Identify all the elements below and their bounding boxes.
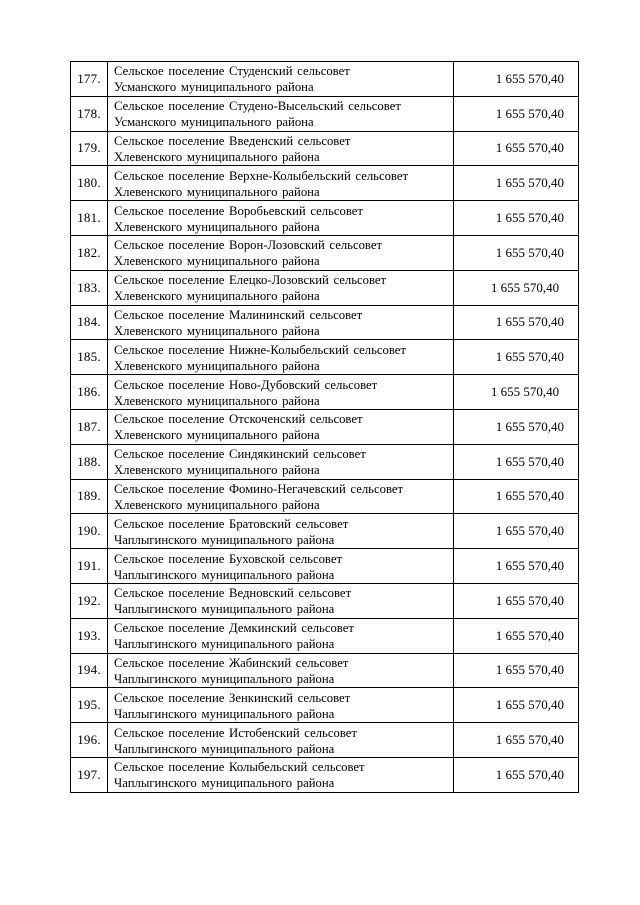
district-name-line2: Хлевенского муниципального района — [114, 358, 320, 373]
row-number: 177. — [71, 62, 108, 97]
amount-cell: 1 655 570,40 — [454, 514, 579, 549]
district-name-line2: Чаплыгинского муниципального района — [114, 532, 335, 547]
amount-cell: 1 655 570,40 — [454, 201, 579, 236]
table-row — [71, 583, 579, 618]
settlement-name — [108, 201, 454, 236]
settlement-name — [108, 444, 454, 479]
settlement-name — [108, 757, 454, 792]
district-name-line2: Чаплыгинского муниципального района — [114, 706, 335, 721]
row-number: 197. — [71, 757, 108, 792]
amount-cell: 1 655 570,40 — [454, 723, 579, 758]
district-name-line2: Хлевенского муниципального района — [114, 254, 320, 269]
district-name-line2: Хлевенского муниципального района — [114, 149, 320, 164]
table-row — [71, 305, 579, 340]
table-row — [71, 514, 579, 549]
district-name-line2: Чаплыгинского муниципального района — [114, 671, 335, 686]
amount-cell: 1 655 570,40 — [454, 444, 579, 479]
row-number: 181. — [71, 201, 108, 236]
settlement-name — [108, 618, 454, 653]
settlement-name-line1: Сельское поселение Ворон-Лозовский сельсовет — [114, 238, 383, 253]
district-name-line2: Усманского муниципального района — [114, 80, 314, 95]
table-row — [71, 618, 579, 653]
settlement-name-line1: Сельское поселение Фомино-Негачевский сельсовет — [114, 481, 404, 496]
table-row — [71, 340, 579, 375]
table-row — [71, 409, 579, 444]
settlement-name — [108, 96, 454, 131]
amount-cell: 1 655 570,40 — [454, 757, 579, 792]
table-row — [71, 757, 579, 792]
district-name-line2: Чаплыгинского муниципального района — [114, 637, 335, 652]
row-number: 185. — [71, 340, 108, 375]
district-name-line2: Чаплыгинского муниципального района — [114, 741, 335, 756]
amount-cell: 1 655 570,40 — [454, 131, 579, 166]
amount-cell: 1 655 570,40 — [454, 618, 579, 653]
row-number: 183. — [71, 270, 108, 305]
table-row — [71, 479, 579, 514]
settlement-name-line1: Сельское поселение Верхне-Колыбельский сельсовет — [114, 168, 409, 183]
district-name-line2: Чаплыгинского муниципального района — [114, 567, 335, 582]
row-number: 180. — [71, 166, 108, 201]
row-number: 187. — [71, 409, 108, 444]
settlement-name — [108, 340, 454, 375]
table-row — [71, 549, 579, 584]
amount-cell: 1 655 570,40 — [454, 479, 579, 514]
settlement-name-line1: Сельское поселение Зенкинский сельсовет — [114, 690, 351, 705]
row-number: 179. — [71, 131, 108, 166]
district-name-line2: Чаплыгинского муниципального района — [114, 602, 335, 617]
settlement-name-line1: Сельское поселение Студенский сельсовет — [114, 64, 350, 79]
row-number: 178. — [71, 96, 108, 131]
settlement-name-line1: Сельское поселение Братовский сельсовет — [114, 516, 349, 531]
district-name-line2: Хлевенского муниципального района — [114, 323, 320, 338]
table-row — [71, 201, 579, 236]
table-row — [71, 166, 579, 201]
settlement-name-line1: Сельское поселение Истобенский сельсовет — [114, 725, 357, 740]
settlement-name-line1: Сельское поселение Введенский сельсовет — [114, 133, 351, 148]
row-number: 186. — [71, 375, 108, 410]
settlement-name-line1: Сельское поселение Отскоченский сельсовет — [114, 412, 363, 427]
row-number: 189. — [71, 479, 108, 514]
settlement-name-line1: Сельское поселение Колыбельский сельсовет — [114, 760, 365, 775]
district-name-line2: Хлевенского муниципального района — [114, 289, 320, 304]
district-name-line2: Хлевенского муниципального района — [114, 393, 320, 408]
table-row — [71, 235, 579, 270]
row-number: 192. — [71, 583, 108, 618]
row-number: 193. — [71, 618, 108, 653]
district-name-line2: Хлевенского муниципального района — [114, 219, 320, 234]
settlement-name — [108, 166, 454, 201]
district-name-line2: Усманского муниципального района — [114, 115, 314, 130]
settlement-name-line1: Сельское поселение Синдякинский сельсовет — [114, 447, 366, 462]
district-name-line2: Хлевенского муниципального района — [114, 463, 320, 478]
settlement-name — [108, 723, 454, 758]
amount-cell: 1 655 570,40 — [454, 270, 579, 305]
row-number: 188. — [71, 444, 108, 479]
row-number: 182. — [71, 235, 108, 270]
settlement-name — [108, 688, 454, 723]
row-number: 191. — [71, 549, 108, 584]
table-row — [71, 688, 579, 723]
district-name-line2: Хлевенского муниципального района — [114, 428, 320, 443]
amount-cell: 1 655 570,40 — [454, 688, 579, 723]
settlement-name-line1: Сельское поселение Нижне-Колыбельский сельсовет — [114, 342, 406, 357]
settlement-name — [108, 653, 454, 688]
settlement-name — [108, 131, 454, 166]
amount-cell: 1 655 570,40 — [454, 305, 579, 340]
amount-cell: 1 655 570,40 — [454, 96, 579, 131]
settlement-name — [108, 479, 454, 514]
settlement-name-line1: Сельское поселение Елецко-Лозовский сельсовет — [114, 273, 387, 288]
settlement-name-line1: Сельское поселение Жабинский сельсовет — [114, 655, 349, 670]
amount-cell: 1 655 570,40 — [454, 166, 579, 201]
settlement-name — [108, 375, 454, 410]
table-body — [71, 62, 579, 793]
settlement-name-line1: Сельское поселение Студено-Высельский сельсовет — [114, 99, 401, 114]
table-row — [71, 653, 579, 688]
settlement-name — [108, 409, 454, 444]
row-number: 196. — [71, 723, 108, 758]
amount-cell: 1 655 570,40 — [454, 235, 579, 270]
table-row — [71, 131, 579, 166]
settlement-name-line1: Сельское поселение Малининский сельсовет — [114, 307, 363, 322]
amount-cell: 1 655 570,40 — [454, 653, 579, 688]
amount-cell: 1 655 570,40 — [454, 340, 579, 375]
table-row — [71, 270, 579, 305]
amount-cell: 1 655 570,40 — [454, 549, 579, 584]
district-name-line2: Чаплыгинского муниципального района — [114, 776, 335, 791]
row-number: 190. — [71, 514, 108, 549]
amount-cell: 1 655 570,40 — [454, 583, 579, 618]
row-number: 195. — [71, 688, 108, 723]
settlement-name-line1: Сельское поселение Ново-Дубовский сельсовет — [114, 377, 378, 392]
settlement-name — [108, 549, 454, 584]
amount-cell: 1 655 570,40 — [454, 62, 579, 97]
amount-cell: 1 655 570,40 — [454, 409, 579, 444]
settlement-name-line1: Сельское поселение Буховской сельсовет — [114, 551, 343, 566]
district-name-line2: Хлевенского муниципального района — [114, 497, 320, 512]
amount-cell: 1 655 570,40 — [454, 375, 579, 410]
settlement-name — [108, 583, 454, 618]
settlement-name — [108, 305, 454, 340]
settlement-name-line1: Сельское поселение Демкинский сельсовет — [114, 621, 354, 636]
allocation-table — [70, 61, 579, 793]
district-name-line2: Хлевенского муниципального района — [114, 184, 320, 199]
row-number: 184. — [71, 305, 108, 340]
table-row — [71, 723, 579, 758]
settlement-name — [108, 514, 454, 549]
settlement-name — [108, 270, 454, 305]
table-row — [71, 375, 579, 410]
table-row — [71, 444, 579, 479]
row-number: 194. — [71, 653, 108, 688]
settlement-name-line1: Сельское поселение Воробьевский сельсовет — [114, 203, 363, 218]
settlement-name — [108, 235, 454, 270]
table-row — [71, 96, 579, 131]
table-row — [71, 62, 579, 97]
settlement-name — [108, 62, 454, 97]
settlement-name-line1: Сельское поселение Ведновский сельсовет — [114, 586, 352, 601]
